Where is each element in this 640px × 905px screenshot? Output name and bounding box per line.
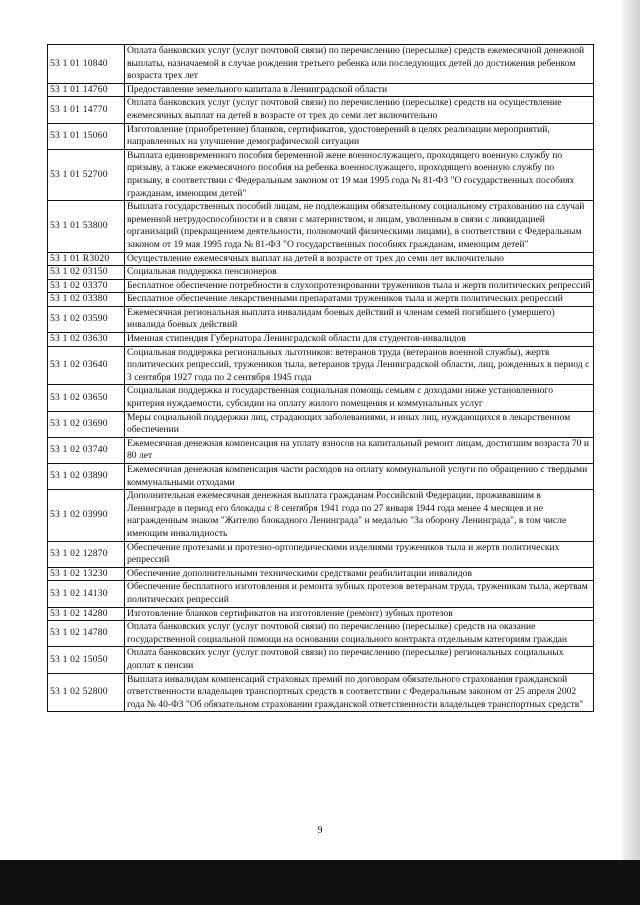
description-cell: Меры социальной поддержки лиц, страдающих заболеваниями, и иных лиц, нуждающихся в лекарственном обеспечении bbox=[125, 411, 594, 437]
description-cell: Предоставление земельного капитала в Ленинградской области bbox=[125, 83, 594, 97]
description-cell: Бесплатное обеспечение потребности в слухопротезировании тружеников тыла и жертв политических репрессий bbox=[125, 279, 594, 293]
table-row bbox=[48, 346, 594, 385]
budget-code-cell: 53 1 01 10840 bbox=[48, 45, 125, 84]
table-row bbox=[48, 647, 594, 673]
description-cell: Социальная поддержка и государственная социальная помощь семьям с доходами ниже установленного критерия нуждаемости, субсидии на оплату жилого помещения и коммунальных услуг bbox=[125, 385, 594, 411]
budget-code-cell: 53 1 02 13230 bbox=[48, 567, 125, 581]
table-row bbox=[48, 252, 594, 266]
description-cell: Оплата банковских услуг (услуг почтовой связи) по перечислению (пересылке) региональных социальных доплат к пенсии bbox=[125, 647, 594, 673]
description-cell: Оплата банковских услуг (услуг почтовой связи) по перечислению (пересылке) средств на осуществление ежемесячных выплат на детей в возрасте от трех до семи лет включительно bbox=[125, 97, 594, 123]
table-row bbox=[48, 541, 594, 567]
description-cell: Выплата единовременного пособия беременной жене военнослужащего, проходящего военную службу по призыву, а также ежемесячного пособия на ребенка военнослужащего, проходящего военную службу по призыву, в соответствии с Федеральным законом от 19 мая 1995 года № 81-ФЗ "О государственных пособиях гражданам, имеющим детей" bbox=[125, 149, 594, 200]
budget-code-cell: 53 1 02 14130 bbox=[48, 581, 125, 607]
table-row bbox=[48, 673, 594, 712]
table-row bbox=[48, 464, 594, 490]
table-row bbox=[48, 149, 594, 200]
table-row bbox=[48, 437, 594, 463]
table-row bbox=[48, 83, 594, 97]
description-cell: Именная стипендия Губернатора Ленинградской области для студентов-инвалидов bbox=[125, 333, 594, 347]
table-row bbox=[48, 333, 594, 347]
table-row bbox=[48, 567, 594, 581]
table-row bbox=[48, 201, 594, 252]
budget-code-cell: 53 1 02 52800 bbox=[48, 673, 125, 712]
budget-code-cell: 53 1 02 03380 bbox=[48, 293, 125, 307]
table-row bbox=[48, 385, 594, 411]
description-cell: Ежемесячная денежная компенсация на уплату взносов на капитальный ремонт лицам, достигшим возраста 70 и 80 лет bbox=[125, 437, 594, 463]
budget-code-cell: 53 1 01 53800 bbox=[48, 201, 125, 252]
table-row bbox=[48, 607, 594, 621]
budget-code-cell: 53 1 02 03890 bbox=[48, 464, 125, 490]
budget-code-cell: 53 1 02 12870 bbox=[48, 541, 125, 567]
description-cell: Осуществление ежемесячных выплат на детей в возрасте от трех до семи лет включительно bbox=[125, 252, 594, 266]
budget-code-cell: 53 1 02 03370 bbox=[48, 279, 125, 293]
budget-code-cell: 53 1 02 14780 bbox=[48, 621, 125, 647]
budget-code-cell: 53 1 01 14770 bbox=[48, 97, 125, 123]
description-cell: Выплата государственных пособий лицам, не подлежащим обязательному социальному страхованию на случай временной нетрудоспособности и в связи с материнством, и лицам, уволенным в связи с ликвидацией организаций (прекращением деятельности, полномочий физическими лицами), в соответствии с Федеральным законом от 19 мая 1995 года № 81-ФЗ "О государственных пособиях гражданам, имеющим детей" bbox=[125, 201, 594, 252]
description-cell: Оплата банковских услуг (услуг почтовой связи) по перечислению (пересылке) средств на оказание государственной социальной помощи на основании социального контракта отдельным категориям граждан bbox=[125, 621, 594, 647]
budget-code-cell: 53 1 02 03690 bbox=[48, 411, 125, 437]
budget-code-table bbox=[47, 44, 594, 712]
budget-code-cell: 53 1 02 14280 bbox=[48, 607, 125, 621]
description-cell: Социальная поддержка региональных льготников: ветеранов труда (ветеранов военной службы), жертв политических репрессий, тружеников тыла, ветеранов труда Ленинградской области, лиц, рожденных в период с 3 сентября 1927 года по 2 сентября 1945 года bbox=[125, 346, 594, 385]
table-body bbox=[48, 45, 594, 712]
budget-code-cell: 53 1 01 R3020 bbox=[48, 252, 125, 266]
table-row bbox=[48, 266, 594, 280]
budget-code-cell: 53 1 01 15060 bbox=[48, 123, 125, 149]
table-row bbox=[48, 123, 594, 149]
budget-code-cell: 53 1 02 03740 bbox=[48, 437, 125, 463]
table-row bbox=[48, 581, 594, 607]
budget-code-cell: 53 1 01 14760 bbox=[48, 83, 125, 97]
description-cell: Обеспечение протезами и протезно-ортопедическими изделиями тружеников тыла и жертв политических репрессий bbox=[125, 541, 594, 567]
budget-code-cell: 53 1 02 03650 bbox=[48, 385, 125, 411]
description-cell: Обеспечение дополнительными техническими средствами реабилитации инвалидов bbox=[125, 567, 594, 581]
description-cell: Ежемесячная денежная компенсация части расходов на оплату коммунальной услуги по обращению с твердыми коммунальными отходами bbox=[125, 464, 594, 490]
budget-code-cell: 53 1 02 03640 bbox=[48, 346, 125, 385]
description-cell: Социальная поддержка пенсионеров bbox=[125, 266, 594, 280]
page-number: 9 bbox=[317, 825, 323, 836]
table-row bbox=[48, 45, 594, 84]
budget-code-cell: 53 1 02 03150 bbox=[48, 266, 125, 280]
description-cell: Дополнительная ежемесячная денежная выплата гражданам Российской Федерации, проживавшим в Ленинграде в период его блокады с 8 сентября 1941 года по 27 января 1944 года менее 4 месяцев и не награжденным знаком "Жителю блокадного Ленинграда" и медалью "За оборону Ленинграда", в том числе имеющим инвалидность bbox=[125, 490, 594, 541]
table-row bbox=[48, 279, 594, 293]
description-cell: Выплата инвалидам компенсаций страховых премий по договорам обязательного страхования гражданской ответственности владельцев транспортных средств в соответствии с Федеральным законом от 25 апреля 2002 года № 40-ФЗ "Об обязательном страховании гражданской ответственности владельцев транспортных средств" bbox=[125, 673, 594, 712]
budget-code-cell: 53 1 02 03990 bbox=[48, 490, 125, 541]
description-cell: Бесплатное обеспечение лекарственными препаратами тружеников тыла и жертв политических репрессий bbox=[125, 293, 594, 307]
table-row bbox=[48, 621, 594, 647]
description-cell: Изготовление бланков сертификатов на изготовление (ремонт) зубных протезов bbox=[125, 607, 594, 621]
budget-code-cell: 53 1 02 03630 bbox=[48, 333, 125, 347]
budget-code-cell: 53 1 01 52700 bbox=[48, 149, 125, 200]
budget-code-cell: 53 1 02 15050 bbox=[48, 647, 125, 673]
table-row bbox=[48, 293, 594, 307]
description-cell: Обеспечение бесплатного изготовления и ремонта зубных протезов ветеранам труда, труженикам тыла, жертвам политических репрессий bbox=[125, 581, 594, 607]
budget-code-cell: 53 1 02 03590 bbox=[48, 306, 125, 332]
table-row bbox=[48, 411, 594, 437]
scan-edge bbox=[622, 0, 640, 860]
scan-bottom-bar bbox=[0, 860, 640, 905]
description-cell: Ежемесячная региональная выплата инвалидам боевых действий и членам семей погибшего (умершего) инвалида боевых действий bbox=[125, 306, 594, 332]
table-row bbox=[48, 490, 594, 541]
table-row bbox=[48, 306, 594, 332]
description-cell: Оплата банковских услуг (услуг почтовой связи) по перечислению (пересылке) средств ежемесячной денежной выплаты, назначаемой в случае рождения третьего ребенка или последующих детей до достижения ребенком возраста трех лет bbox=[125, 45, 594, 84]
description-cell: Изготовление (приобретение) бланков, сертификатов, удостоверений в целях реализации мероприятий, направленных на улучшение демографической ситуации bbox=[125, 123, 594, 149]
table-row bbox=[48, 97, 594, 123]
